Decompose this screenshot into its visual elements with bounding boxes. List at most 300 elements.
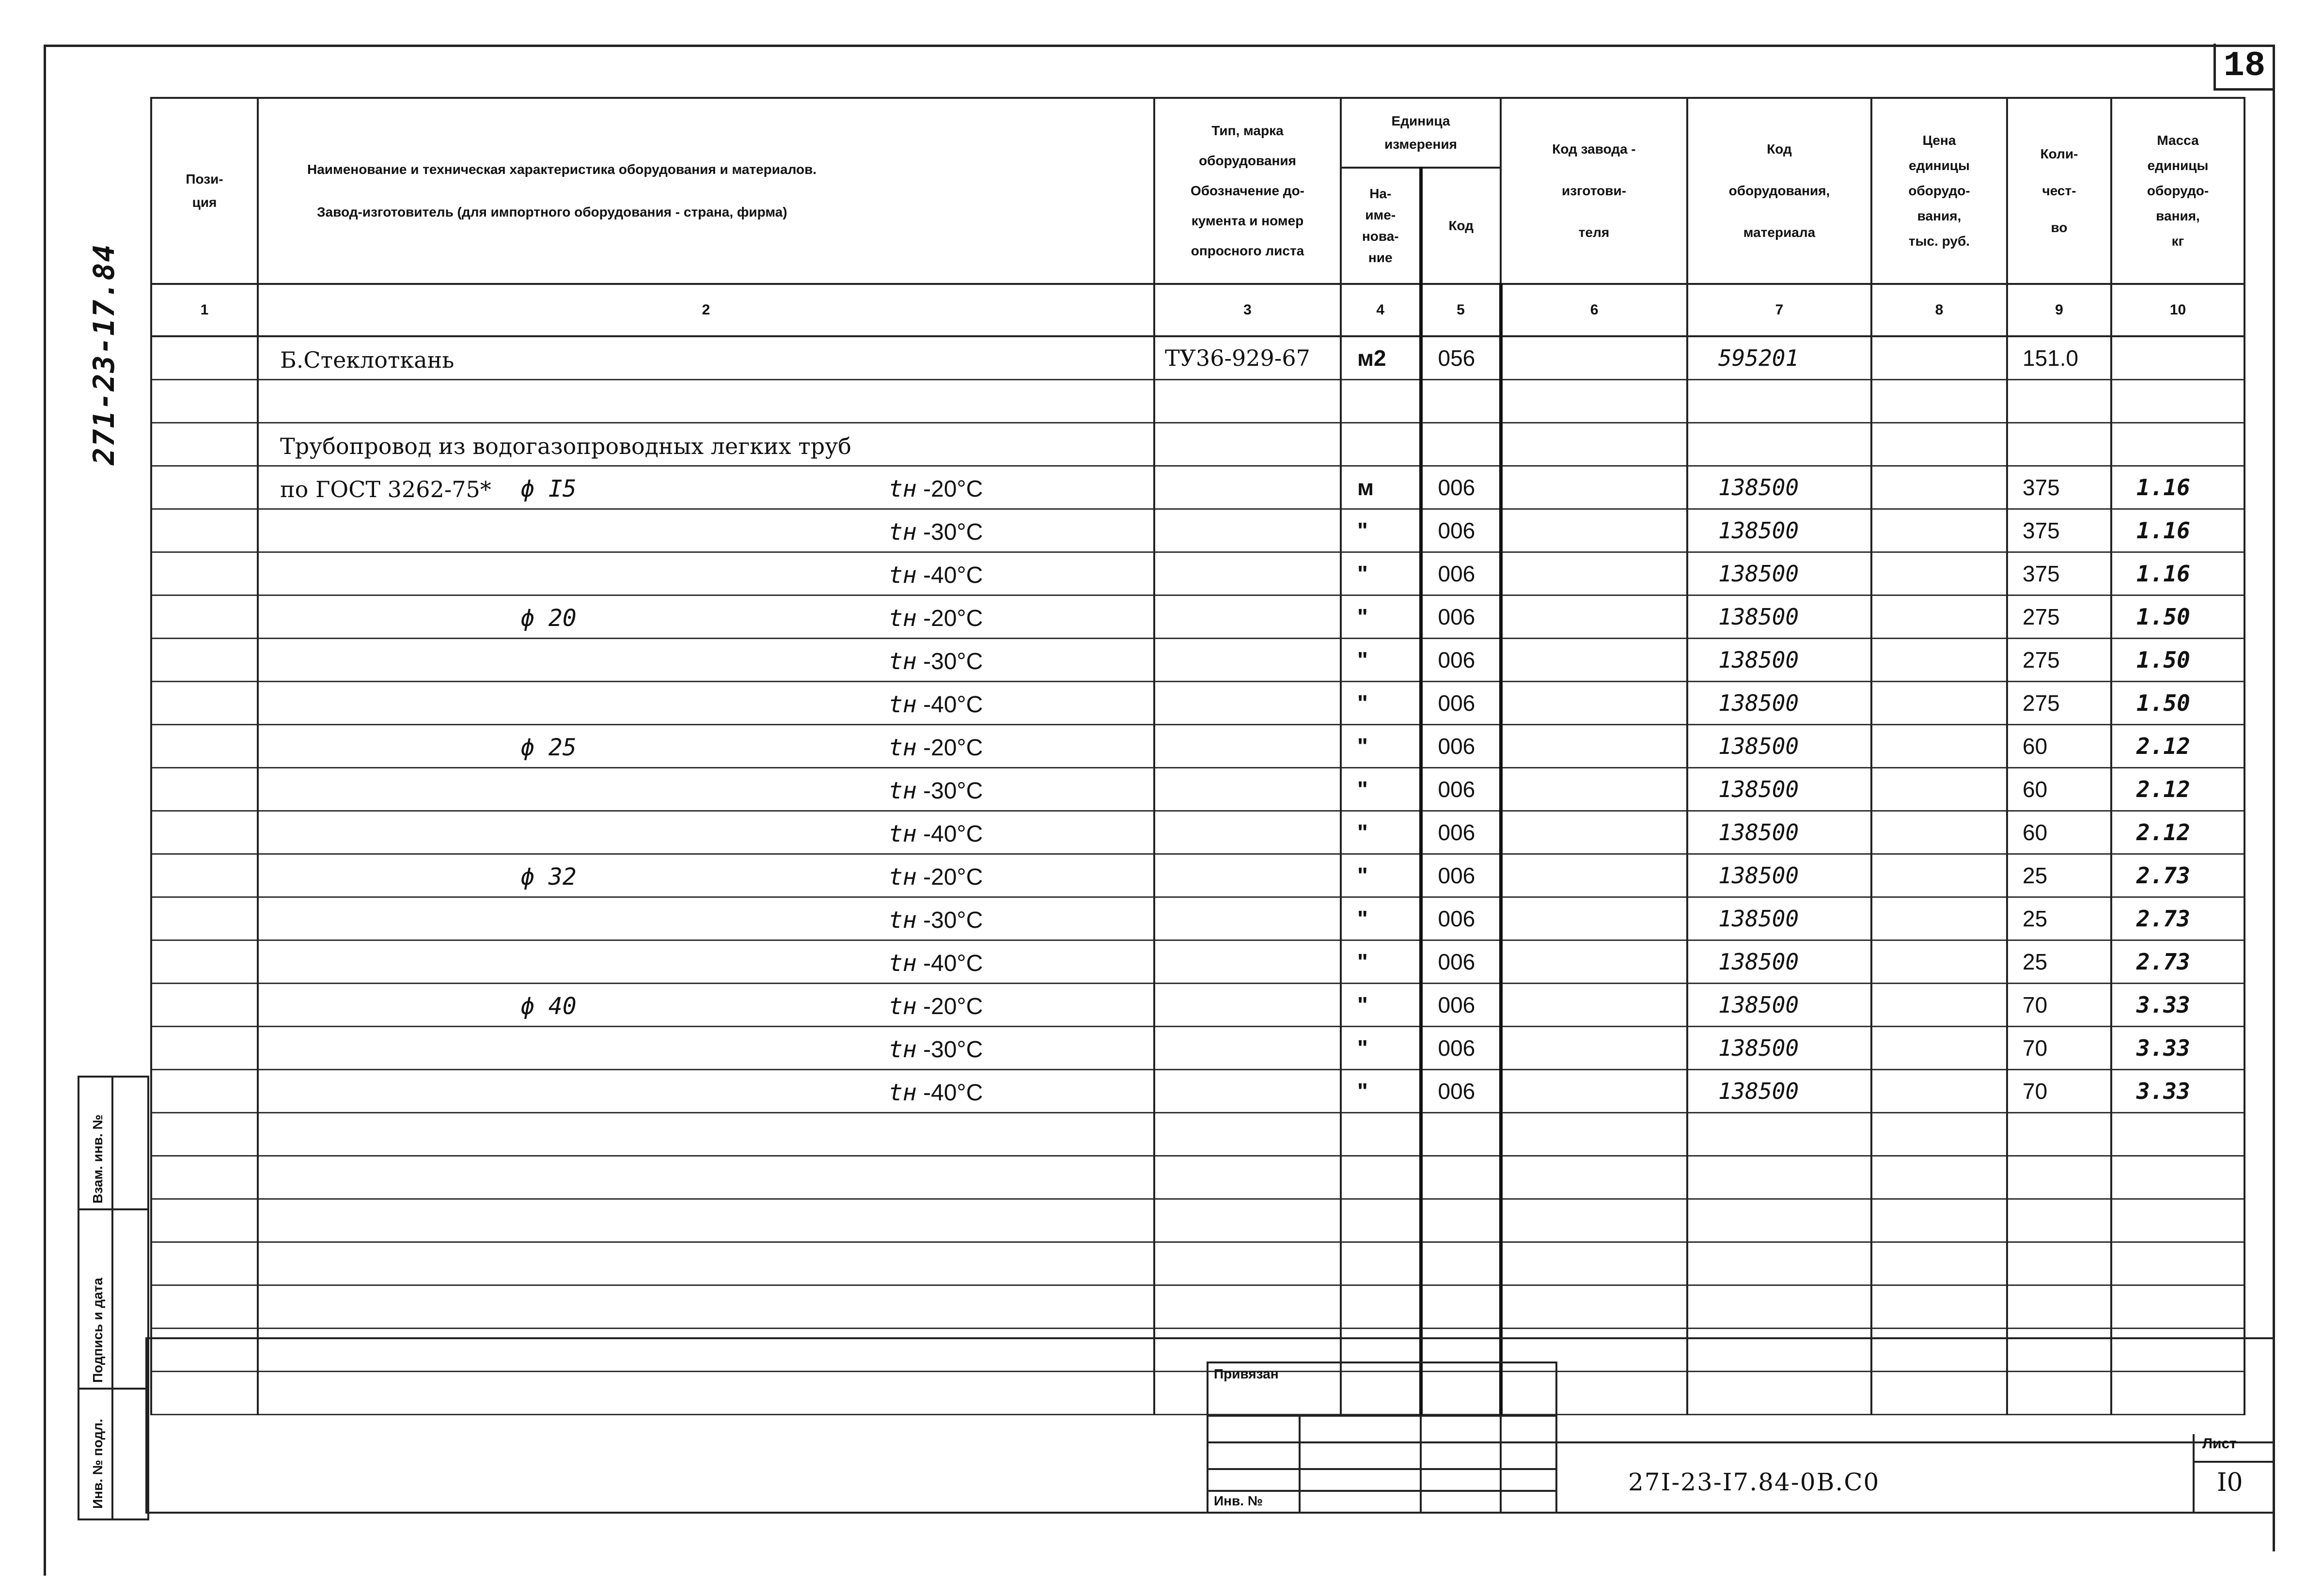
equipment-code-cell (1687, 380, 1871, 423)
quantity-cell: 275 (2007, 682, 2111, 725)
factory-code-cell (1501, 1113, 1687, 1156)
price-cell (1871, 1199, 2007, 1242)
unit-cell: " (1341, 811, 1421, 854)
unit-cell: " (1341, 897, 1421, 940)
equipment-code-cell: 138500 (1687, 552, 1871, 595)
name-cell (258, 1070, 1154, 1113)
temperature-symbol: tн (889, 734, 917, 761)
header-name (258, 98, 1154, 284)
name-cell (258, 552, 1154, 595)
name-cell (258, 639, 1154, 682)
temperature-value: -40°C (923, 821, 983, 847)
header-unit-group: Единица измерения (1341, 98, 1501, 168)
column-numbers-row (151, 284, 2244, 336)
factory-code-cell (1501, 639, 1687, 682)
doc-cell (1154, 509, 1341, 552)
factory-code-cell (1501, 897, 1687, 940)
equipment-code-cell: 595201 (1687, 336, 1871, 380)
factory-code-cell (1501, 466, 1687, 509)
quantity-cell: 70 (2007, 1027, 2111, 1070)
table-row (151, 1199, 2244, 1242)
unit-code-cell: 006 (1421, 639, 1501, 682)
temperature-value: -40°C (923, 1080, 983, 1106)
quantity-cell: 151.0 (2007, 336, 2111, 380)
column-number: 5 (1421, 284, 1501, 336)
temperature-symbol: tн (889, 1036, 917, 1063)
pipe-diameter: ϕ 25 (520, 734, 577, 761)
name-cell (258, 466, 1154, 509)
name-cell (258, 1372, 1154, 1415)
doc-cell (1154, 1027, 1341, 1070)
unit-cell: " (1341, 854, 1421, 897)
unit-code-cell (1421, 1113, 1501, 1156)
temperature-symbol: tн (889, 518, 917, 546)
header-unit-code: Код (1421, 168, 1501, 284)
bound-block-col (1500, 1415, 1502, 1512)
title-block-top-line (145, 1337, 2273, 1339)
unit-cell (1341, 423, 1421, 466)
temperature (889, 605, 983, 632)
equipment-code-cell: 138500 (1687, 639, 1871, 682)
unit-cell: " (1341, 984, 1421, 1027)
header-position: Пози- ция (151, 98, 258, 284)
equipment-code-cell: 138500 (1687, 897, 1871, 940)
name-cell (258, 1242, 1154, 1285)
quantity-cell: 375 (2007, 466, 2111, 509)
inv-number-label: Инв. № (1214, 1493, 1263, 1508)
equipment-code-cell (1687, 1199, 1871, 1242)
name-cell (258, 854, 1154, 897)
name-cell (258, 336, 1154, 380)
position-cell (151, 1027, 258, 1070)
name-cell (258, 768, 1154, 811)
price-cell (1871, 854, 2007, 897)
mass-cell: 3.33 (2111, 1027, 2244, 1070)
temperature-value: -20°C (923, 735, 983, 761)
position-cell (151, 1113, 258, 1156)
unit-code-cell: 006 (1421, 466, 1501, 509)
position-cell (151, 1285, 258, 1329)
header-unit-price: Цена единицы оборудо- вания, тыс. руб. (1871, 98, 2007, 284)
table-row (151, 639, 2244, 682)
doc-cell (1154, 811, 1341, 854)
table-row (151, 940, 2244, 984)
temperature-symbol: tн (889, 475, 917, 502)
unit-code-cell: 006 (1421, 940, 1501, 984)
mass-cell (2111, 423, 2244, 466)
factory-code-cell (1501, 1156, 1687, 1199)
factory-code-cell (1501, 768, 1687, 811)
mass-cell: 1.50 (2111, 682, 2244, 725)
price-cell (1871, 682, 2007, 725)
equipment-code-cell (1687, 1372, 1871, 1415)
unit-cell: " (1341, 1070, 1421, 1113)
name-cell (258, 509, 1154, 552)
stamp-divider (111, 1078, 113, 1518)
factory-code-cell (1501, 725, 1687, 768)
temperature (889, 518, 983, 546)
column-number: 6 (1501, 284, 1687, 336)
price-cell (1871, 1329, 2007, 1372)
item-name: Б.Стеклоткань (280, 347, 455, 373)
pipe-diameter: ϕ 32 (520, 863, 577, 891)
item-name: по ГОСТ 3262-75* (280, 476, 491, 502)
temperature (889, 950, 983, 977)
unit-cell: " (1341, 1027, 1421, 1070)
unit-cell (1341, 1329, 1421, 1372)
price-cell (1871, 466, 2007, 509)
price-cell (1871, 1285, 2007, 1329)
table-row (151, 1285, 2244, 1329)
mass-cell (2111, 1199, 2244, 1242)
bound-block-left (1207, 1361, 1208, 1512)
column-number: 4 (1341, 284, 1421, 336)
factory-code-cell (1501, 682, 1687, 725)
price-cell (1871, 1070, 2007, 1113)
quantity-cell: 60 (2007, 768, 2111, 811)
price-cell (1871, 811, 2007, 854)
mass-cell: 2.73 (2111, 940, 2244, 984)
unit-code-cell (1421, 1372, 1501, 1415)
doc-cell (1154, 423, 1341, 466)
factory-code-cell (1501, 1070, 1687, 1113)
unit-code-cell: 006 (1421, 1070, 1501, 1113)
equipment-code-cell (1687, 1329, 1871, 1372)
price-cell (1871, 725, 2007, 768)
title-block-left-line (145, 1337, 147, 1512)
unit-cell (1341, 1372, 1421, 1415)
sheet-number: I0 (2217, 1468, 2243, 1497)
doc-cell (1154, 854, 1341, 897)
column-number: 1 (151, 284, 258, 336)
bound-block-row (1207, 1468, 1555, 1470)
doc-cell (1154, 466, 1341, 509)
table-row (151, 595, 2244, 639)
stamp-cell-divider (79, 1208, 147, 1210)
unit-code-cell: 006 (1421, 984, 1501, 1027)
name-cell (258, 1027, 1154, 1070)
unit-code-cell: 006 (1421, 725, 1501, 768)
unit-cell: " (1341, 509, 1421, 552)
temperature (889, 648, 983, 675)
mass-cell (2111, 336, 2244, 380)
unit-code-cell (1421, 423, 1501, 466)
unit-code-cell (1421, 1285, 1501, 1329)
mass-cell: 2.12 (2111, 811, 2244, 854)
equipment-code-cell (1687, 1242, 1871, 1285)
temperature-value: -30°C (923, 778, 983, 804)
column-number: 7 (1687, 284, 1871, 336)
unit-code-cell (1421, 380, 1501, 423)
table-row (151, 897, 2244, 940)
equipment-code-cell: 138500 (1687, 725, 1871, 768)
position-cell (151, 854, 258, 897)
column-number: 9 (2007, 284, 2111, 336)
factory-code-cell (1501, 595, 1687, 639)
factory-code-cell (1501, 940, 1687, 984)
header-name-line1: Наименование и техническая характеристика оборудования и материалов. (307, 162, 817, 177)
unit-cell: " (1341, 768, 1421, 811)
doc-cell (1154, 1242, 1341, 1285)
quantity-cell (2007, 423, 2111, 466)
unit-cell (1341, 1113, 1421, 1156)
mass-cell: 2.73 (2111, 897, 2244, 940)
factory-code-cell (1501, 336, 1687, 380)
price-cell (1871, 336, 2007, 380)
quantity-cell: 60 (2007, 811, 2111, 854)
header-row-1 (151, 98, 2244, 168)
quantity-cell: 375 (2007, 509, 2111, 552)
table-row (151, 552, 2244, 595)
doc-cell (1154, 552, 1341, 595)
temperature-value: -30°C (923, 1037, 983, 1063)
bound-block-row (1207, 1415, 1555, 1417)
sheet-label: Лист (2202, 1436, 2237, 1452)
unit-cell: " (1341, 940, 1421, 984)
mass-cell (2111, 1156, 2244, 1199)
equipment-code-cell: 138500 (1687, 1027, 1871, 1070)
quantity-cell: 275 (2007, 639, 2111, 682)
quantity-cell: 25 (2007, 897, 2111, 940)
position-cell (151, 1329, 258, 1372)
position-cell (151, 768, 258, 811)
temperature (889, 777, 983, 804)
name-cell (258, 380, 1154, 423)
temperature-symbol: tн (889, 863, 917, 891)
quantity-cell (2007, 1113, 2111, 1156)
quantity-cell: 70 (2007, 1070, 2111, 1113)
position-cell (151, 984, 258, 1027)
stamp-label-inv-orig: Инв. № подл. (90, 1419, 105, 1509)
mass-cell: 1.50 (2111, 639, 2244, 682)
table-row (151, 509, 2244, 552)
unit-code-cell (1421, 1329, 1501, 1372)
position-cell (151, 466, 258, 509)
name-cell (258, 725, 1154, 768)
position-cell (151, 897, 258, 940)
frame-left-line (44, 45, 46, 1576)
name-cell (258, 811, 1154, 854)
unit-code-cell (1421, 1242, 1501, 1285)
name-cell (258, 1199, 1154, 1242)
name-cell (258, 1156, 1154, 1199)
price-cell (1871, 897, 2007, 940)
temperature-value: -30°C (923, 649, 983, 674)
unit-cell: " (1341, 725, 1421, 768)
doc-cell (1154, 1113, 1341, 1156)
factory-code-cell (1501, 1285, 1687, 1329)
unit-cell: м2 (1341, 336, 1421, 380)
bound-block-col (1299, 1415, 1301, 1512)
price-cell (1871, 1242, 2007, 1285)
equipment-code-cell (1687, 1285, 1871, 1329)
temperature (889, 734, 983, 761)
doc-cell (1154, 1070, 1341, 1113)
factory-code-cell (1501, 1372, 1687, 1415)
unit-code-cell: 006 (1421, 854, 1501, 897)
unit-cell: " (1341, 682, 1421, 725)
position-cell (151, 380, 258, 423)
price-cell (1871, 423, 2007, 466)
temperature-value: -20°C (923, 476, 983, 502)
sheet-block-left (2193, 1434, 2195, 1512)
temperature-symbol: tн (889, 777, 917, 804)
table-row (151, 1242, 2244, 1285)
equipment-code-cell: 138500 (1687, 984, 1871, 1027)
unit-cell: м (1341, 466, 1421, 509)
temperature-symbol: tн (889, 691, 917, 718)
unit-code-cell: 056 (1421, 336, 1501, 380)
temperature (889, 863, 983, 891)
price-cell (1871, 509, 2007, 552)
temperature-value: -20°C (923, 606, 983, 631)
mass-cell: 2.73 (2111, 854, 2244, 897)
temperature (889, 691, 983, 718)
quantity-cell: 25 (2007, 940, 2111, 984)
temperature (889, 475, 983, 502)
name-cell (258, 682, 1154, 725)
temperature (889, 1036, 983, 1063)
header-unit-name: На- име- нова- ние (1341, 168, 1421, 284)
unit-code-cell: 006 (1421, 768, 1501, 811)
title-block-bottom-line (145, 1512, 2273, 1514)
table-row (151, 1329, 2244, 1372)
table-row (151, 811, 2244, 854)
position-cell (151, 423, 258, 466)
table-row (151, 1027, 2244, 1070)
temperature-value: -20°C (923, 994, 983, 1019)
table-row (151, 1070, 2244, 1113)
position-cell (151, 725, 258, 768)
factory-code-cell (1501, 984, 1687, 1027)
doc-cell (1154, 984, 1341, 1027)
pipe-diameter: ϕ 20 (520, 605, 577, 632)
unit-code-cell: 006 (1421, 509, 1501, 552)
quantity-cell (2007, 1156, 2111, 1199)
mass-cell: 3.33 (2111, 984, 2244, 1027)
table-row (151, 336, 2244, 380)
factory-code-cell (1501, 380, 1687, 423)
quantity-cell (2007, 1199, 2111, 1242)
temperature (889, 907, 983, 934)
name-cell (258, 897, 1154, 940)
mass-cell (2111, 1113, 2244, 1156)
quantity-cell: 70 (2007, 984, 2111, 1027)
position-cell (151, 595, 258, 639)
header-unit-mass: Масса единицы оборудо- вания, кг (2111, 98, 2244, 284)
doc-cell (1154, 1285, 1341, 1329)
position-cell (151, 1070, 258, 1113)
equipment-code-cell: 138500 (1687, 595, 1871, 639)
factory-code-cell (1501, 1329, 1687, 1372)
equipment-code-cell: 138500 (1687, 854, 1871, 897)
unit-cell: " (1341, 639, 1421, 682)
unit-code-cell: 006 (1421, 595, 1501, 639)
price-cell (1871, 1113, 2007, 1156)
name-cell (258, 595, 1154, 639)
factory-code-cell (1501, 1242, 1687, 1285)
unit-code-cell (1421, 1156, 1501, 1199)
code-block-top (1555, 1441, 2273, 1443)
position-cell (151, 1156, 258, 1199)
doc-cell (1154, 595, 1341, 639)
frame-right-line (2273, 45, 2275, 1551)
mass-cell (2111, 1372, 2244, 1415)
temperature-value: -40°C (923, 563, 983, 588)
price-cell (1871, 1156, 2007, 1199)
unit-code-cell (1421, 1199, 1501, 1242)
equipment-code-cell: 138500 (1687, 940, 1871, 984)
item-name: Трубопровод из водогазопроводных легких труб (280, 433, 851, 459)
header-type-doc: Тип, марка оборудования Обозначение до- кумента и номер опросного листа (1154, 98, 1341, 284)
name-cell (258, 1113, 1154, 1156)
doc-cell (1154, 725, 1341, 768)
doc-cell (1154, 940, 1341, 984)
price-cell (1871, 595, 2007, 639)
temperature-symbol: tн (889, 648, 917, 675)
temperature (889, 993, 983, 1020)
temperature-symbol: tн (889, 820, 917, 847)
doc-cell (1154, 639, 1341, 682)
quantity-cell (2007, 1372, 2111, 1415)
table-row (151, 725, 2244, 768)
name-cell (258, 984, 1154, 1027)
temperature-value: -30°C (923, 908, 983, 933)
name-cell (258, 1329, 1154, 1372)
bound-label: Привязан (1214, 1366, 1279, 1381)
position-cell (151, 1372, 258, 1415)
equipment-code-cell (1687, 423, 1871, 466)
name-cell (258, 423, 1154, 466)
unit-code-cell: 006 (1421, 897, 1501, 940)
factory-code-cell (1501, 552, 1687, 595)
table-row (151, 984, 2244, 1027)
temperature-value: -30°C (923, 519, 983, 545)
unit-cell: " (1341, 552, 1421, 595)
temperature-value: -40°C (923, 692, 983, 718)
doc-cell (1154, 1329, 1341, 1372)
factory-code-cell (1501, 1027, 1687, 1070)
doc-cell (1154, 1156, 1341, 1199)
mass-cell: 3.33 (2111, 1070, 2244, 1113)
unit-cell (1341, 380, 1421, 423)
header-name-line2: Завод-изготовитель (для импортного оборудования - страна, фирма) (317, 204, 787, 219)
factory-code-cell (1501, 811, 1687, 854)
doc-cell (1154, 897, 1341, 940)
price-cell (1871, 940, 2007, 984)
column-number: 2 (258, 284, 1154, 336)
column-number: 10 (2111, 284, 2244, 336)
equipment-code-cell (1687, 1113, 1871, 1156)
price-cell (1871, 552, 2007, 595)
temperature (889, 562, 983, 589)
mass-cell: 1.16 (2111, 552, 2244, 595)
bound-block-right (1555, 1361, 1557, 1512)
bound-block-row (1207, 1490, 1555, 1492)
temperature-symbol: tн (889, 907, 917, 934)
mass-cell: 1.16 (2111, 509, 2244, 552)
doc-cell (1154, 1199, 1341, 1242)
quantity-cell (2007, 380, 2111, 423)
bound-block-top (1207, 1361, 1555, 1363)
doc-cell: ТУ36-929-67 (1154, 336, 1341, 380)
temperature (889, 1079, 983, 1106)
unit-cell (1341, 1242, 1421, 1285)
unit-cell (1341, 1156, 1421, 1199)
header-equipment-code: Код оборудования, материала (1687, 98, 1871, 284)
table-row (151, 854, 2244, 897)
table-row (151, 768, 2244, 811)
